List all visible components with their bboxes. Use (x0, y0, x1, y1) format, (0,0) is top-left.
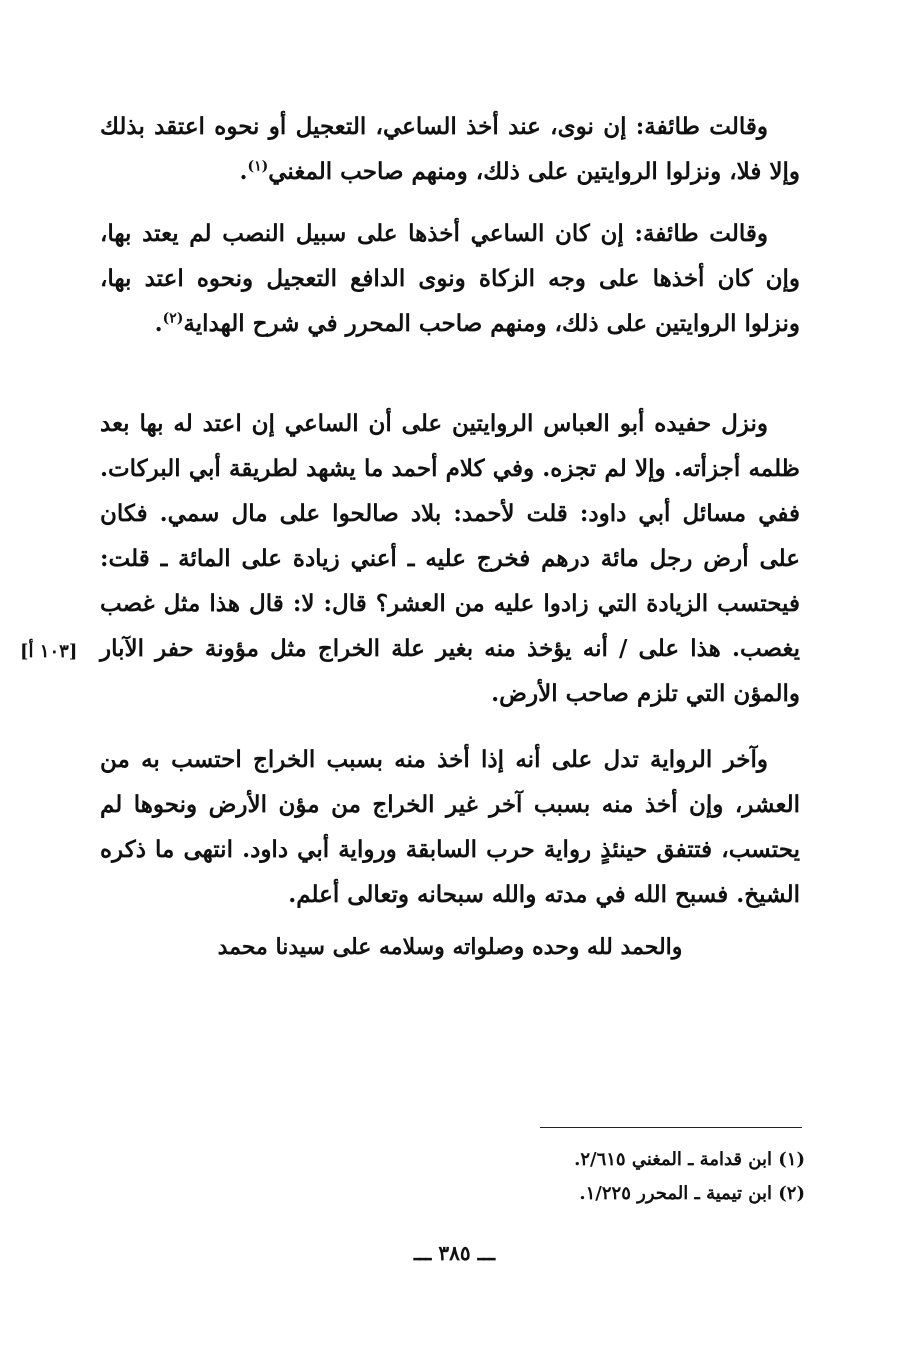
paragraph-4-text: وآخر الرواية تدل على أنه إذا أخذ منه بسبب الخراج احتسب به من العشر، وإن أخذ منه بسبب آخر غير الخراج من مؤن الأرض ونحوها لم يحتسب، فتتفق حينئذٍ رواية حرب السابقة ورواية أبي داود. انتهى ما ذكره الشيخ. فسبح الله في مدته والله سبحانه وتعالى أعلم. (100, 746, 800, 908)
footnote-ref-2: (٢) (162, 310, 184, 327)
paragraph-1-end: . (239, 158, 248, 185)
footnotes (300, 1143, 805, 1211)
paragraph-3 (100, 401, 800, 716)
paragraph-2 (100, 211, 800, 346)
paragraph-1-text: وقالت طائفة: إن نوى، عند أخذ الساعي، التعجيل أو نحوه اعتقد بذلك وإلا فلا، ونزلوا الروايتين على ذلك، ومنهم صاحب المغني (100, 113, 800, 185)
footnote-1: (١) ابن قدامة ـ المغني ٢/٦١٥. (574, 1149, 805, 1170)
manuscript-folio-marker: [١٠٣ أ] (20, 641, 78, 662)
closing-line: والحمد لله وحده وصلواته وسلامه على سيدنا محمد (217, 934, 683, 960)
paragraph-1 (100, 104, 800, 194)
paragraph-3-text: ونزل حفيده أبو العباس الروايتين على أن الساعي إن اعتد له بها بعد ظلمه أجزأته. وإلا لم تجزه. وفي كلام أحمد ما يشهد لطريقة أبي البركات. ففي مسائل أبي داود: قلت لأحمد: بلاد صالحوا على مال سمي. فكان على أرض رجل مائة درهم فخرج عليه ـ أعني زيادة على المائة ـ قلت: فيحتسب الزيادة التي زادوا عليه من العشر؟ قال: لا: قال هذا مثل غصب يغصب. هذا على / أنه يؤخذ منه بغير علة الخراج مثل مؤونة حفر الآبار والمؤن التي تلزم صاحب الأرض. (100, 410, 800, 707)
footnote-divider (540, 1127, 802, 1128)
footnote-ref-1: (١) (247, 158, 269, 175)
paragraph-2-end: . (154, 310, 163, 337)
paragraph-2-text: وقالت طائفة: إن كان الساعي أخذها على سبيل النصب لم يعتد بها، وإن كان أخذها على وجه الزكاة ونوى الدافع التعجيل ونحوه اعتد بها، ونزلوا الروايتين على ذلك، ومنهم صاحب المحرر في شرح الهداية (100, 220, 800, 337)
page-number: ـــ ٣٨٥ ـــ (413, 1241, 496, 1265)
footnote-2: (٢) ابن تيمية ـ المحرر ١/٢٢٥. (579, 1183, 805, 1204)
paragraph-4 (100, 737, 800, 917)
